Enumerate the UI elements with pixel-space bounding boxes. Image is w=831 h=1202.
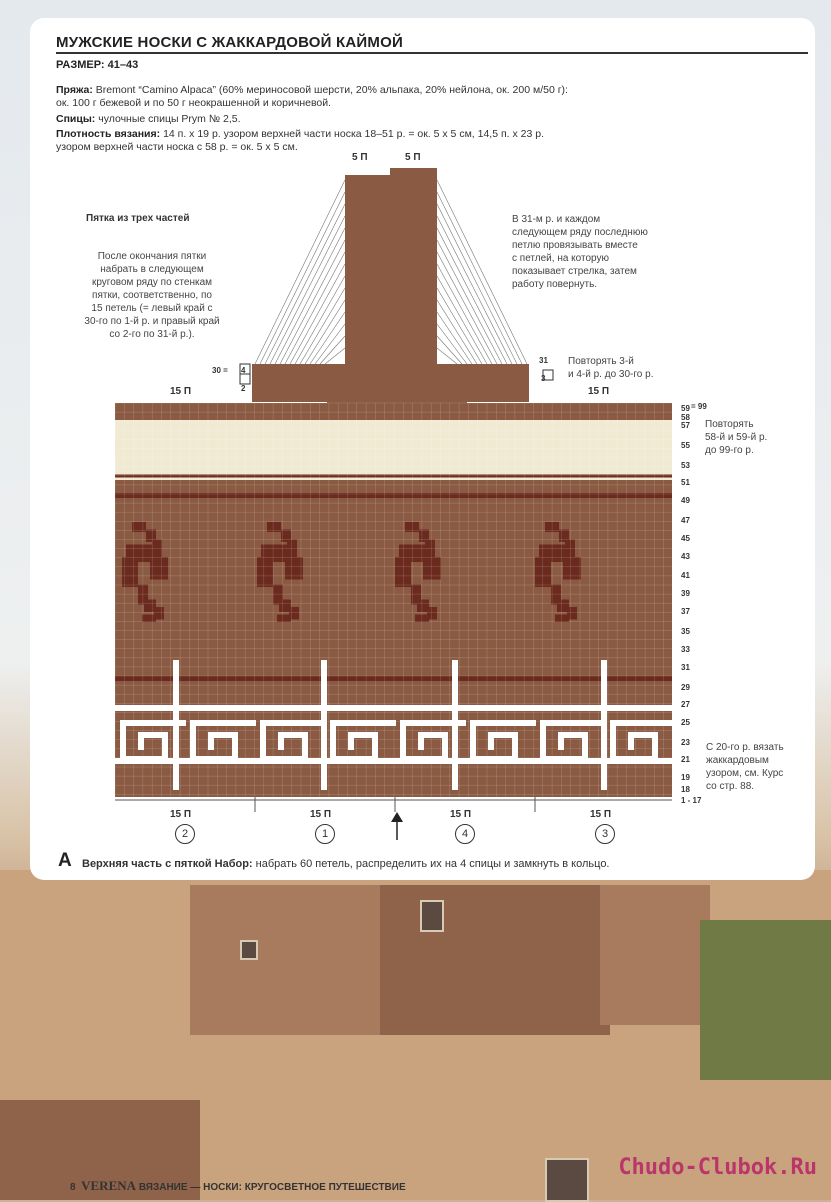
row-number: 33 [681,645,690,654]
motif-block [395,557,411,587]
row-eq: = 99 [691,402,707,411]
greek-key-segment [330,720,396,726]
needle-marker [601,660,607,790]
row-number: 18 [681,785,690,794]
bottom-label: 15 П [590,809,612,820]
heel-note-line: со 2-го по 31-й р.). [109,329,195,340]
jacquard-note-line: узором, см. Курс [706,768,784,779]
heel-column-right [390,168,437,382]
heel-fan-line [280,240,345,364]
heel-base [327,392,467,404]
jacquard-note-line: жаккардовым [706,755,769,766]
heel-column-left [345,175,390,382]
yarn-text: Пряжа: Bremont “Camino Alpaca” (60% мериносовой шерсти, 20% альпака, 20% нейлона, ок. 200 м/50 г): ок. 100 г бежевой и по 50 г неокрашенной и коричневой. [56,84,568,109]
row-box [543,370,553,380]
repeat-note-1-line: Повторять 3-й [568,356,634,367]
row-number: 58 [681,413,690,422]
right-note-line: показывает стрелка, затем [512,266,637,277]
heel-row-30: 30 = [212,366,228,375]
greek-key-segment [488,732,494,750]
heel-fan-line [260,192,345,364]
page-title: МУЖСКИЕ НОСКИ С ЖАККАРДОВОЙ КАЙМОЙ [56,34,403,51]
repeat-note-2-line: до 99-го р. [705,445,754,456]
caption: Верхняя часть с пяткой Набор: набрать 60 петель, распределить их на 4 спицы и замкнуть в кольцо. [82,858,610,870]
greek-key-segment [400,720,406,762]
repeat-note-1-line: и 4-й р. до 30-го р. [568,369,654,380]
greek-key-segment [470,720,476,762]
heel-note-line: круговом ряду по стенкам [91,277,213,288]
needle-number-circle: 1 [315,824,335,844]
heel-fan-line [290,264,345,364]
heel-fan-line [275,228,345,364]
row-number: 57 [681,421,690,430]
motif-block [142,615,156,623]
motif-block [555,615,569,623]
heel-fan-line [315,324,345,364]
footer: 8 VERENA ВЯЗАНИЕ — НОСКИ: КРУГОСВЕТНОЕ ПУТЕШЕСТВИЕ [70,1178,406,1193]
greek-key-segment [260,720,266,762]
greek-key-segment [330,756,378,762]
heel-fan-line [437,228,507,364]
heel-row-31: 31 [539,356,548,365]
needle-marker [173,660,179,790]
greek-key-segment [260,720,326,726]
row-number: 19 [681,773,690,782]
row-number: 53 [681,461,690,470]
row-box [240,374,250,384]
caption-letter: А [58,850,72,871]
heel-note-line: 30-го по 1-й р. и правый край [84,316,220,327]
jacquard-note-line: со стр. 88. [706,781,755,792]
needles-text: Спицы: чулочные спицы Prym № 2,5. [56,113,241,125]
greek-key-segment [120,720,126,762]
needle-marker [321,660,327,790]
row-number: 31 [681,663,690,672]
heel-note-line: набрать в следующем [100,264,204,275]
upper-label-right: 15 П [588,386,610,397]
row-number: 21 [681,755,690,764]
greek-key-segment [190,720,256,726]
heel-fan-line [437,264,492,364]
greek-key-segment [540,720,606,726]
heel-fan-line [325,348,345,364]
needle-number-circle: 4 [455,824,475,844]
greek-key-segment [208,732,214,750]
heel-fan-line [437,324,467,364]
greek-key-segment [348,732,354,750]
row-number: 51 [681,478,690,487]
greek-key-segment [418,732,424,750]
bottom-label: 15 П [310,809,332,820]
greek-key-segment [120,756,168,762]
heel-row-3: 3 [541,374,546,383]
gauge-text: Плотность вязания: 14 п. х 19 р. узором верхней части носка 18–51 р. = ок. 5 х 5 см, 14,5 п. х 23 р. узором верхней части носка с 58 р. = ок. 5 х 5 см. [56,128,545,153]
bottom-label: 15 П [170,809,192,820]
repeat-note-2-line: 58-й и 59-й р. [705,432,768,443]
row-number: 35 [681,627,690,636]
row-number: 47 [681,516,690,525]
row-number: 45 [681,534,690,543]
needle-marker [452,660,458,790]
start-arrow-head [391,812,403,822]
greek-key-segment [400,756,448,762]
greek-key-segment [278,732,284,750]
row-number: 27 [681,700,690,709]
right-note-line: следующем ряду последнюю [512,227,648,238]
top-label-left: 5 П [352,152,368,163]
greek-key-segment [628,732,634,750]
jacquard-note-line: С 20-го р. вязать [706,742,784,753]
row-number: 23 [681,738,690,747]
row-number: 25 [681,718,690,727]
needle-number-circle: 3 [595,824,615,844]
repeat-note-2-line: Повторять [705,419,754,430]
greek-key-segment [470,756,518,762]
heel-title: Пятка из трех частей [86,213,190,224]
heel-fan-line [437,288,482,364]
greek-key-segment [190,720,196,762]
heel-row-2: 2 [241,384,246,393]
heel-fan-line [285,252,345,364]
row-box [240,364,250,374]
heel-fan-line [437,252,497,364]
bottom-label: 15 П [450,809,472,820]
size-label: РАЗМЕР: 41–43 [56,59,139,71]
row-number: 1 - 17 [681,796,702,805]
watermark: Chudo-Clubok.Ru [618,1155,817,1180]
greek-key-segment [540,756,588,762]
heel-fan-line [437,240,502,364]
greek-key-segment [610,720,676,726]
row-number: 43 [681,552,690,561]
row-number: 29 [681,683,690,692]
heel-row-4: 4 [241,366,246,375]
right-note-line: петлю провязывать вместе [512,240,638,251]
needle-number-circle: 2 [175,824,195,844]
right-note-line: В 31-м р. и каждом [512,214,601,225]
heel-note-line: 15 петель (= левый край с [91,303,213,314]
motif-block [277,615,291,623]
heel-note-line: После окончания пятки [97,251,207,262]
greek-key-segment [610,720,616,762]
greek-key-segment [330,720,336,762]
right-note-line: работу повернуть. [512,279,598,290]
heel-fan-line [300,288,345,364]
greek-key-segment [190,756,238,762]
greek-key-segment [470,720,536,726]
row-number: 49 [681,496,690,505]
row-number: 55 [681,441,690,450]
right-note-line: с петлей, на которую [512,253,609,264]
heel-fan-line [437,348,457,364]
greek-key-segment [558,732,564,750]
row-number: 59 [681,404,690,413]
motif-block [257,557,273,587]
heel-note-line: пятки, соответственно, по [92,290,212,301]
row-number: 39 [681,589,690,598]
row-number: 37 [681,607,690,616]
top-label-right: 5 П [405,152,421,163]
row-number: 41 [681,571,690,580]
heel-fan-line [437,192,522,364]
upper-label-left: 15 П [170,386,192,397]
